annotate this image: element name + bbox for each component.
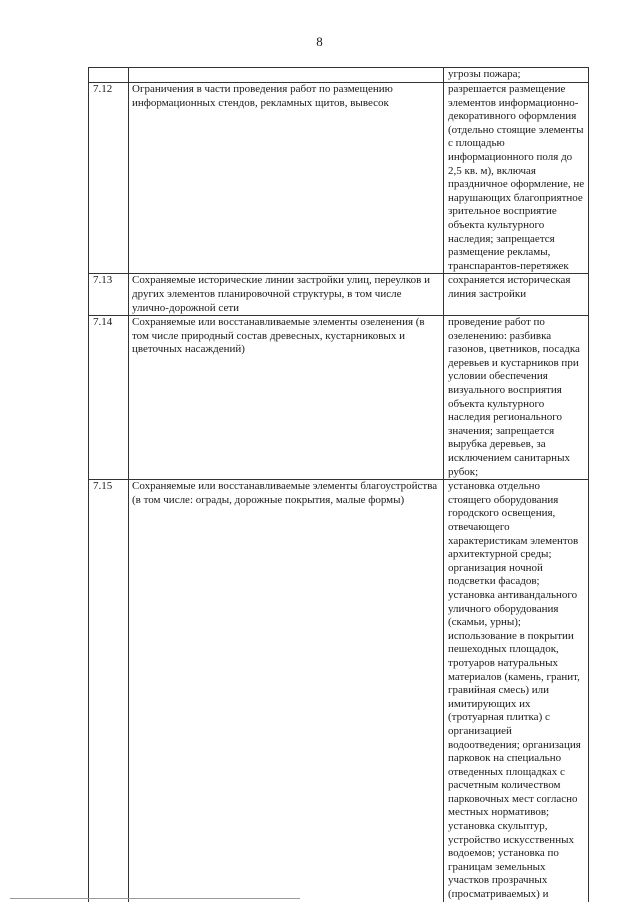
table-row (89, 68, 589, 83)
table-row (89, 83, 589, 274)
row-requirement: сохраняется историческая линия застройки (444, 274, 589, 316)
row-number: 7.15 (89, 480, 129, 902)
row-number: 7.12 (89, 83, 129, 274)
row-description: Сохраняемые или восстанавливаемые элементы благоустройства (в том числе: ограды, дорожные покрытия, малые формы) (129, 480, 444, 902)
row-description: Сохраняемые исторические линии застройки улиц, переулков и других элементов планировочной структуры, в том числе улично-дорожной сети (129, 274, 444, 316)
row-requirement: угрозы пожара; (444, 68, 589, 83)
row-number (89, 68, 129, 83)
page-number: 8 (316, 34, 323, 49)
row-number: 7.14 (89, 316, 129, 480)
row-requirement: установка отдельно стоящего оборудования городского освещения, отвечающего характеристикам элементов архитектурной среды; организация ночной подсветки фасадов; установка антивандального уличного оборудования (скамьи, урны); использование в покрытии пешеходных площадок, тротуаров натуральных материалов (камень, гранит, гравийная смесь) или имитирующих их (тротуарная плитка) с организацией водоотведения; организация парковок на специально отведенных площадках с расчетным количеством парковочных мест согласно местных нормативов; установка скульптур, устройство искусственных водоемов; установка по границам земельных участков прозрачных (просматриваемых) и (444, 480, 589, 902)
row-requirement: проведение работ по озеленению: разбивка газонов, цветников, посадка деревьев и кустарников при условии обеспечения визуального восприятия объекта культурного наследия регионального значения; запрещается вырубка деревьев, за исключением санитарных рубок; (444, 316, 589, 480)
regulations-table (88, 67, 589, 902)
row-description: Ограничения в части проведения работ по размещению информационных стендов, рекламных щитов, вывесок (129, 83, 444, 274)
table-row (89, 316, 589, 480)
row-description (129, 68, 444, 83)
table-row (89, 480, 589, 902)
row-number: 7.13 (89, 274, 129, 316)
table-row (89, 274, 589, 316)
row-requirement: разрешается размещение элементов информационно-декоративного оформления (отдельно стоящие элементы с площадью информационного поля до 2,5 кв. м), включая праздничное оформление, не нарушающих благоприятное зрительное восприятие объекта культурного наследия; запрещается размещение рекламы, транспарантов-перетяжек (444, 83, 589, 274)
row-description: Сохраняемые или восстанавливаемые элементы озеленения (в том числе природный состав древесных, кустарниковых и цветочных насаждений) (129, 316, 444, 480)
footer-rule (10, 898, 300, 899)
